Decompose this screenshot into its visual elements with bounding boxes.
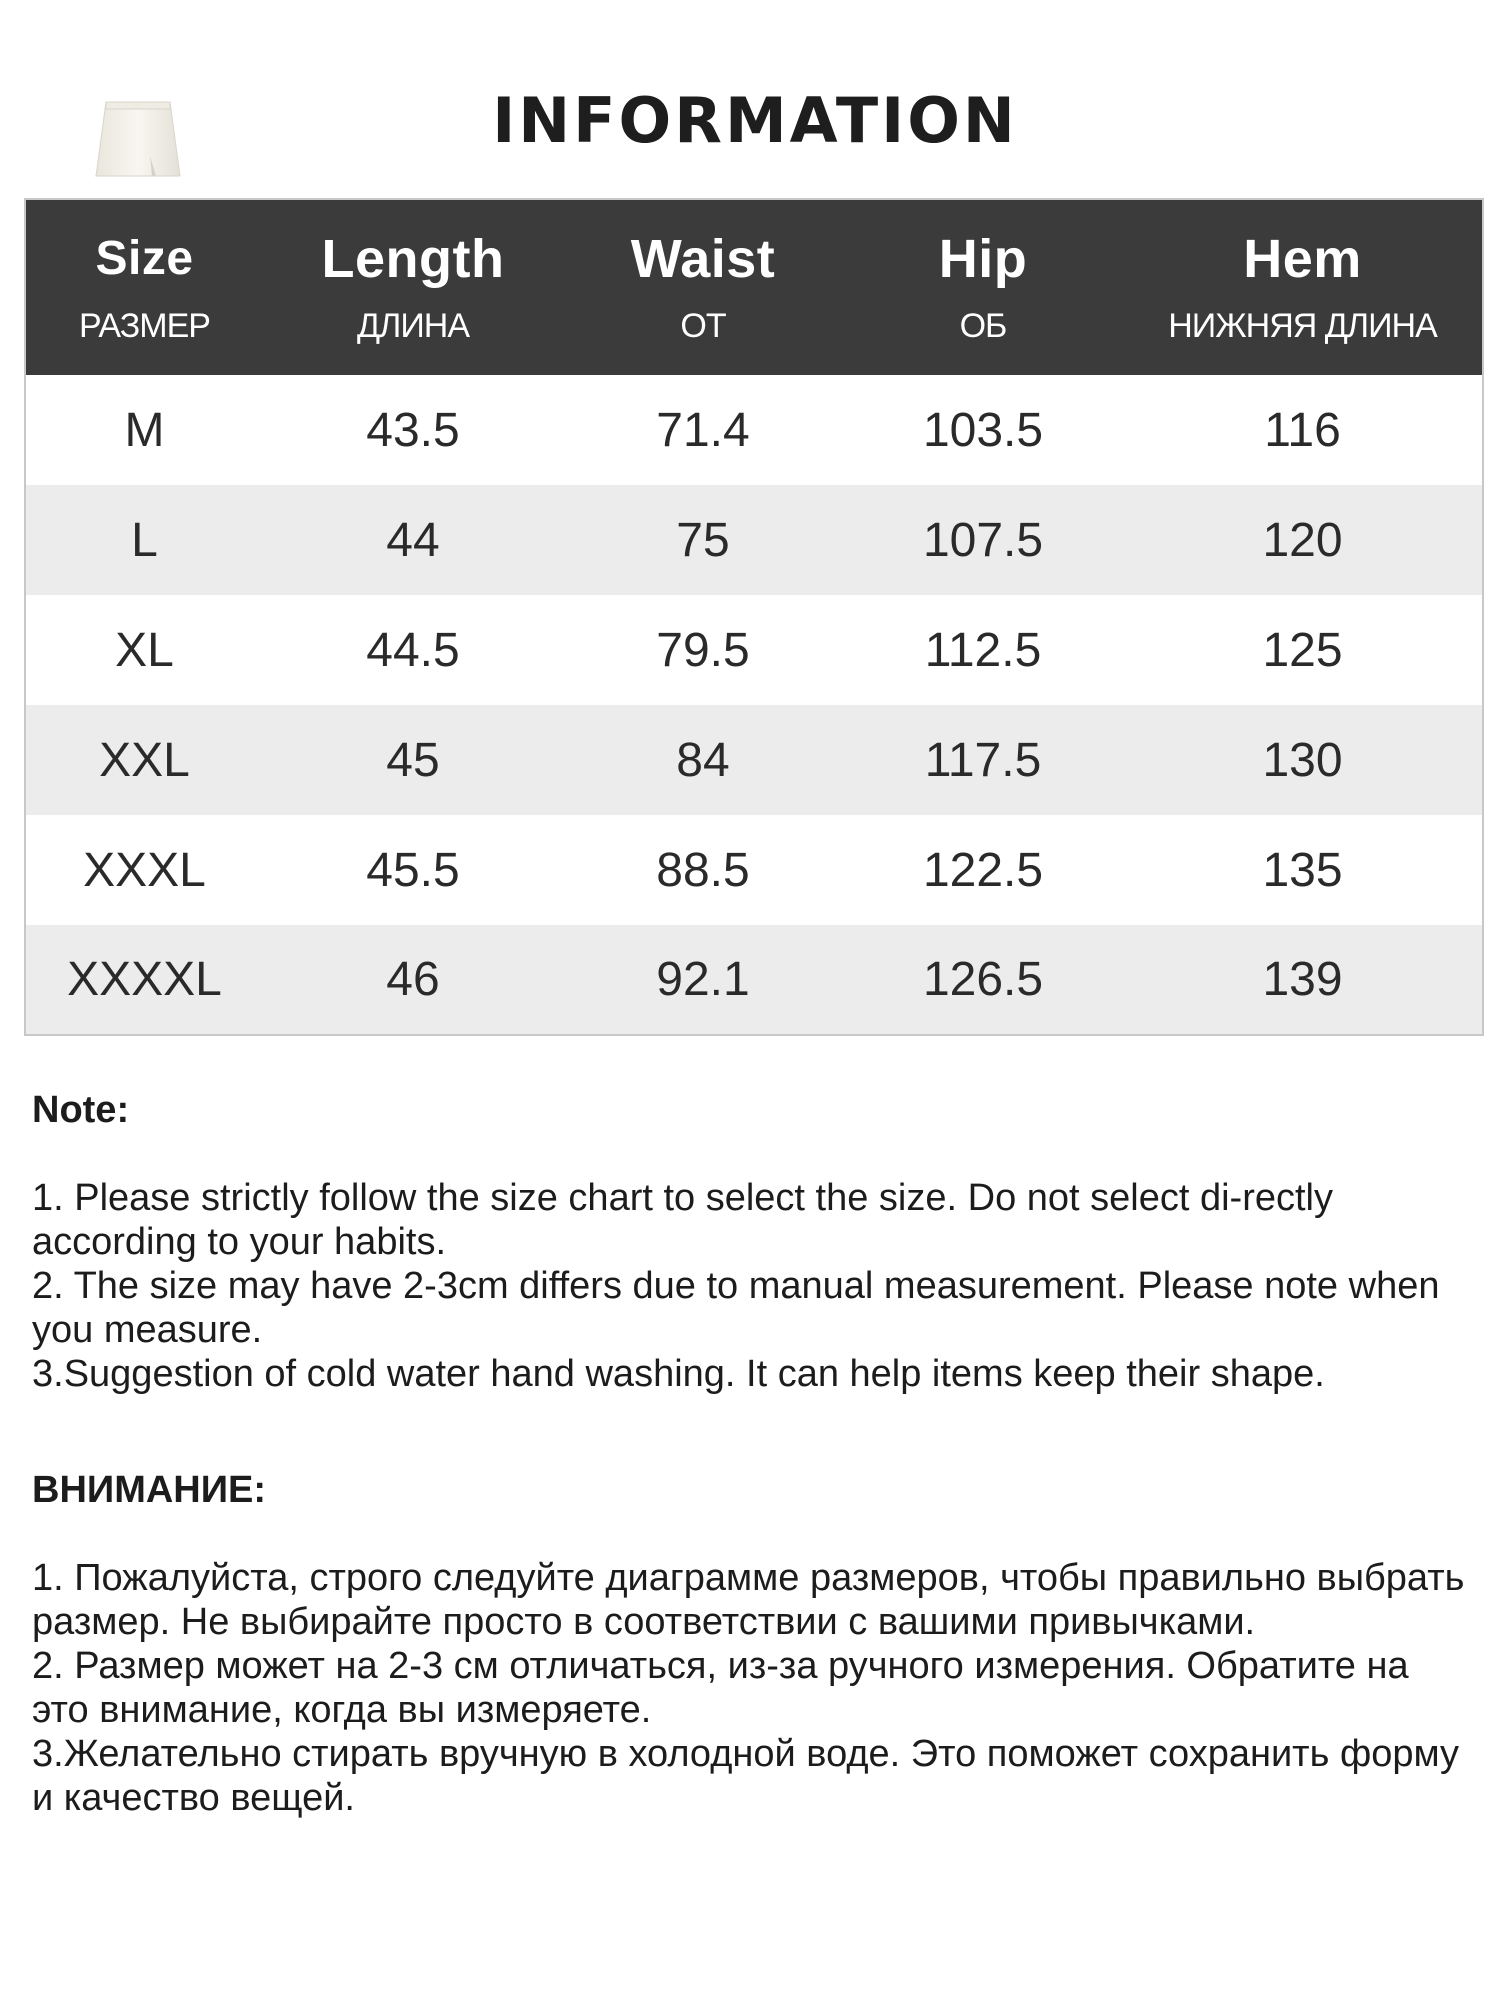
- cell-size: XXL: [99, 733, 190, 787]
- cell-hem: 116: [1264, 403, 1341, 457]
- cell-waist: 92.1: [656, 953, 750, 1006]
- cell-hem: 135: [1262, 843, 1343, 897]
- table-row: [25, 925, 1483, 1035]
- column-header-en: Size: [95, 231, 194, 285]
- column-header-ru: ОБ: [959, 306, 1007, 345]
- notes-en-heading: Note:: [32, 1089, 130, 1131]
- column-header-en: Hem: [1243, 228, 1362, 289]
- cell-hip: 126.5: [922, 953, 1044, 1006]
- cell-length: 45: [386, 733, 440, 787]
- cell-waist: 88.5: [656, 843, 750, 897]
- column-header-en: Length: [321, 228, 505, 289]
- column-header-waist: [563, 199, 843, 375]
- size-chart-table: [24, 198, 1484, 1036]
- column-header-hip: [843, 199, 1123, 375]
- table-row: [25, 705, 1483, 815]
- note-en-item: 3.Suggestion of cold water hand washing. It can help items keep their shape.: [32, 1353, 1325, 1395]
- column-header-ru: НИЖНЯЯ ДЛИНА: [1168, 306, 1437, 345]
- cell-waist: 79.5: [656, 623, 750, 677]
- cell-hip: 122.5: [922, 843, 1044, 897]
- table-row: [25, 815, 1483, 925]
- cell-size: XL: [115, 623, 174, 677]
- header: [0, 0, 1500, 190]
- cell-hip: 112.5: [924, 623, 1042, 677]
- cell-waist: 75: [676, 513, 730, 567]
- cell-size: M: [124, 403, 165, 457]
- cell-size: L: [131, 513, 158, 567]
- column-header-size: [25, 199, 263, 375]
- note-ru-item: 1. Пожалуйста, строго следуйте диаграмме размеров, чтобы правильно выбрать размер. Не выбирайте просто в соответствии с вашими привычками.: [32, 1557, 1465, 1643]
- note-ru-item: 3.Желательно стирать вручную в холодной воде. Это поможет сохранить форму и качество вещей.: [32, 1733, 1460, 1819]
- cell-size: XXXL: [83, 843, 206, 897]
- note-ru-item: 2. Размер может на 2-3 см отличаться, из-за ручного измерения. Обратите на это внимание, когда вы измеряете.: [32, 1645, 1409, 1731]
- cell-hem: 130: [1262, 733, 1343, 787]
- table-row: [25, 595, 1483, 705]
- table-row: [25, 485, 1483, 595]
- cell-length: 44.5: [366, 623, 460, 677]
- cell-hem: 120: [1262, 513, 1343, 567]
- column-header-ru: ДЛИНА: [356, 306, 469, 345]
- cell-size: XXXXL: [67, 953, 222, 1006]
- cell-hip: 103.5: [922, 403, 1044, 457]
- notes-ru-heading: ВНИМАНИЕ:: [32, 1469, 267, 1511]
- note-en-item: 2. The size may have 2-3cm differs due to manual measurement. Please note when you measure.: [32, 1265, 1440, 1351]
- notes-section: [32, 1088, 1472, 1820]
- column-header-length: [263, 199, 563, 375]
- cell-hip: 107.5: [922, 513, 1044, 567]
- cell-length: 45.5: [366, 843, 460, 897]
- table-header-row: [25, 199, 1483, 375]
- cell-hem: 125: [1262, 623, 1343, 677]
- page-title: INFORMATION: [492, 84, 1018, 157]
- cell-hem: 139: [1262, 953, 1343, 1006]
- cell-hip: 117.5: [924, 733, 1042, 787]
- cell-waist: 84: [676, 733, 730, 787]
- cell-waist: 71.4: [656, 403, 750, 457]
- column-header-en: Waist: [630, 228, 776, 289]
- column-header-ru: РАЗМЕР: [79, 306, 210, 345]
- table-row: [25, 375, 1483, 485]
- cell-length: 44: [386, 513, 440, 567]
- column-header-en: Hip: [938, 228, 1028, 289]
- note-en-item: 1. Please strictly follow the size chart to select the size. Do not select di-rectly according to your habits.: [32, 1177, 1333, 1263]
- column-header-hem: [1123, 199, 1483, 375]
- column-header-ru: ОТ: [680, 306, 726, 345]
- cell-length: 46: [386, 953, 440, 1006]
- cell-length: 43.5: [366, 403, 460, 457]
